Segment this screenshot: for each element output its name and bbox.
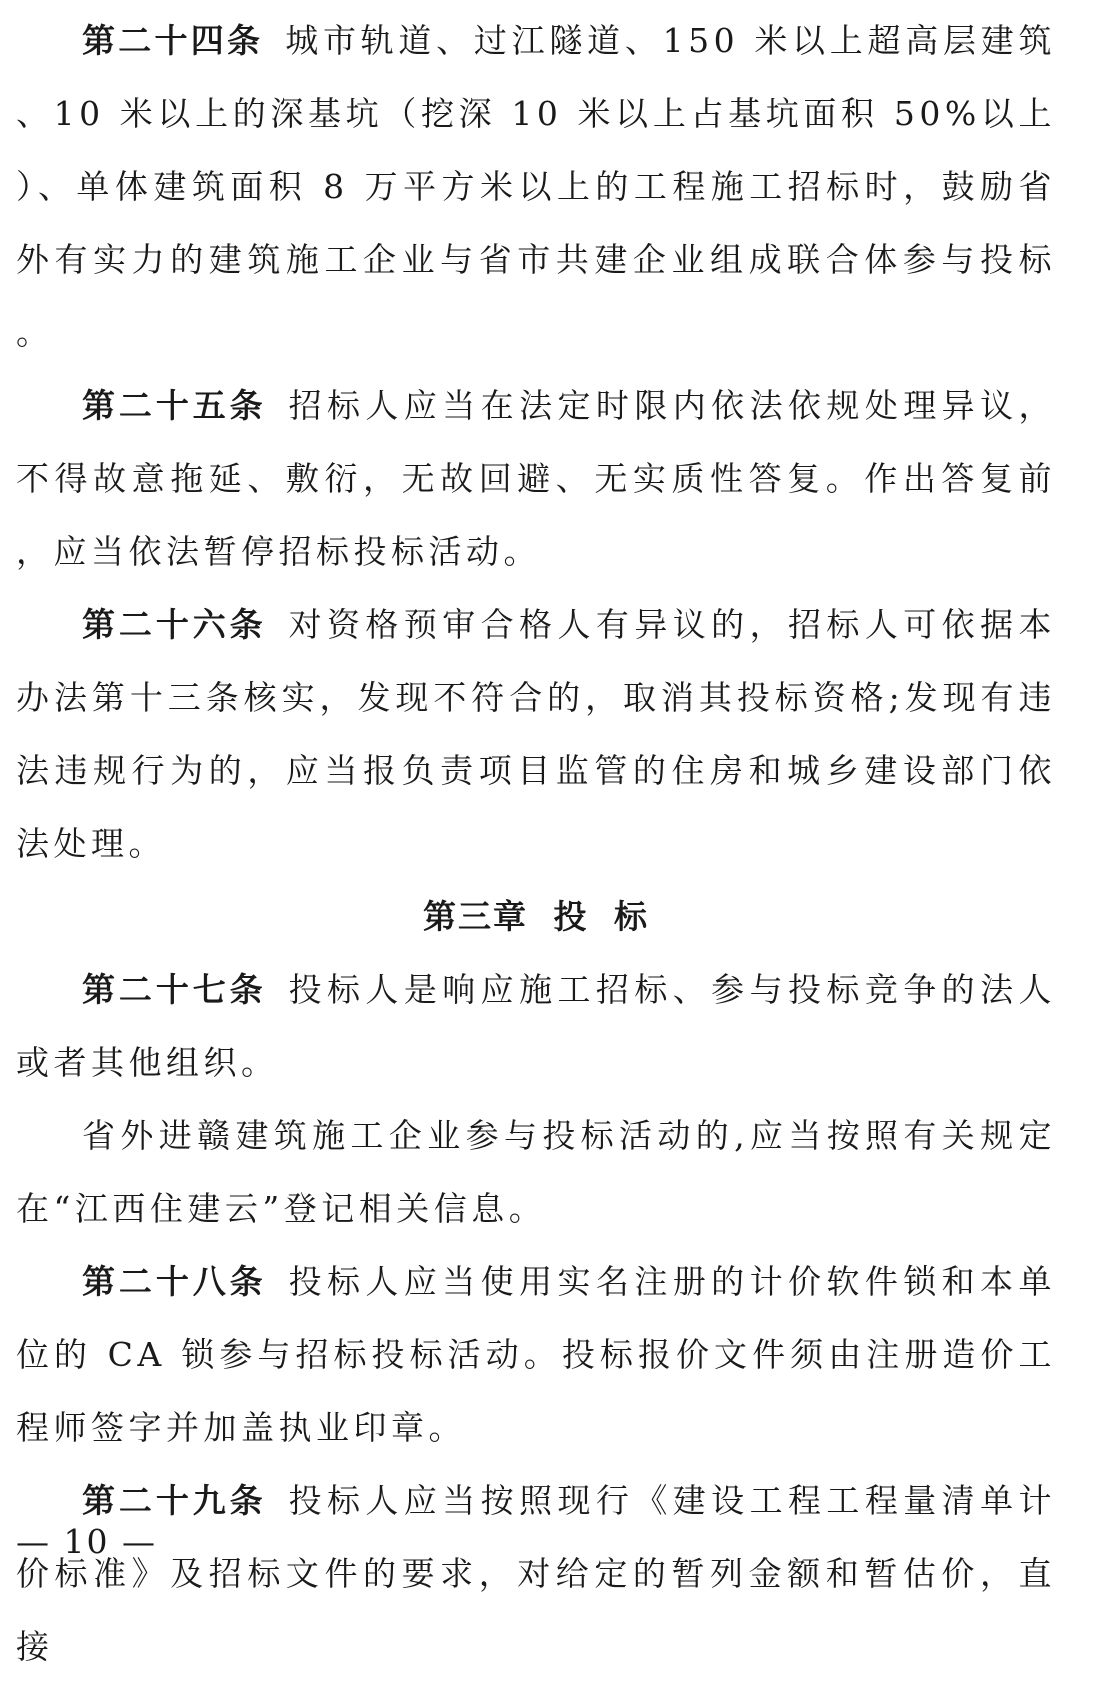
article-25 — [16, 369, 1056, 588]
article-24-label: 第二十四条 — [82, 21, 264, 60]
article-26-text: 对资格预审合格人有异议的，招标人可依据本办法第十三条核实，发现不符合的，取消其投标资格;发现有违法违规行为的，应当报负责项目监管的住房和城乡建设部门依法处理。 — [16, 605, 1057, 863]
article-28 — [16, 1245, 1056, 1464]
chapter-3-heading: 第三章 投 标 — [423, 897, 649, 936]
article-28-label: 第二十八条 — [82, 1262, 267, 1301]
article-27-text: 投标人是响应施工招标、参与投标竞争的法人或者其他组织。 — [16, 970, 1057, 1082]
article-24-text: 城市轨道、过江隧道、150 米以上超高层建筑、10 米以上的深基坑（挖深 10 米以上占基坑面积 50%以上）、单体建筑面积 8 万平方米以上的工程施工招标时，鼓励省外有实力的建筑施工企业与省市共建企业组成联合体参与投标。 — [16, 21, 1056, 352]
article-27 — [16, 953, 1056, 1099]
page-number: — 10 — — [16, 1522, 157, 1561]
article-28-text: 投标人应当使用实名注册的计价软件锁和本单位的 CA 锁参与招标投标活动。投标报价文件须由注册造价工程师签字并加盖执业印章。 — [16, 1262, 1057, 1447]
article-29-label: 第二十九条 — [82, 1481, 267, 1520]
article-25-text: 招标人应当在法定时限内依法依规处理异议，不得故意拖延、敷衍，无故回避、无实质性答复。作出答复前，应当依法暂停招标投标活动。 — [16, 386, 1057, 571]
article-29-text: 投标人应当按照现行《建设工程工程量清单计价标准》及招标文件的要求，对给定的暂列金额和暂估价，直接 — [16, 1481, 1057, 1666]
article-25-label: 第二十五条 — [82, 386, 267, 425]
article-24 — [16, 4, 1056, 369]
article-27-label: 第二十七条 — [82, 970, 267, 1009]
article-29 — [16, 1464, 1056, 1683]
article-26 — [16, 588, 1056, 880]
article-27-paragraph-2: 省外进赣建筑施工企业参与投标活动的,应当按照有关规定在“江西住建云”登记相关信息。 — [16, 1116, 1056, 1228]
article-26-label: 第二十六条 — [82, 605, 267, 644]
document-body — [16, 4, 1056, 1683]
